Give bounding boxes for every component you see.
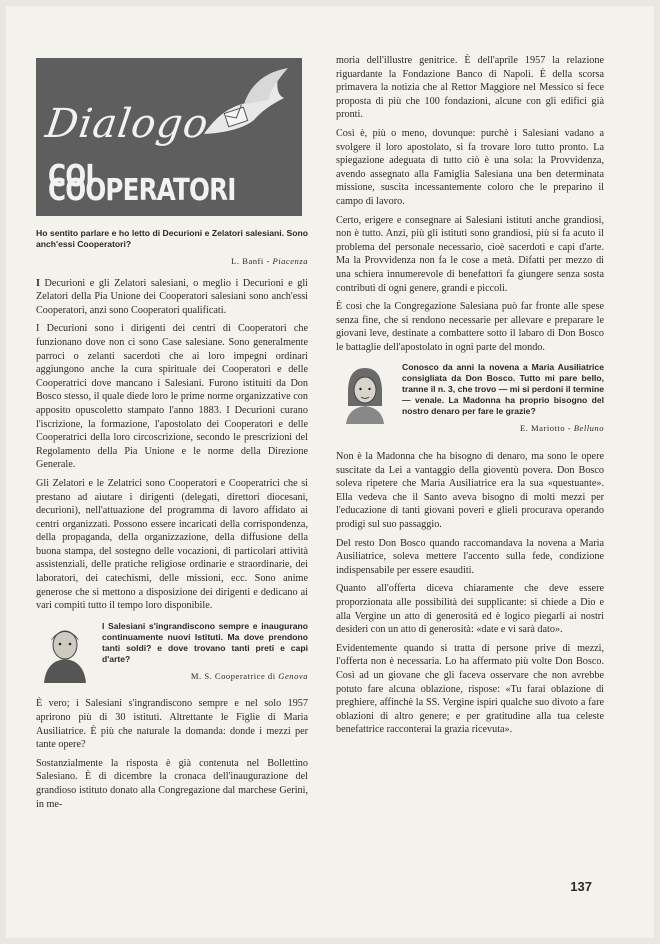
- priest-portrait-icon: [36, 621, 94, 683]
- banner-title-top: Dialogo: [42, 101, 212, 147]
- answer-3-paragraph: Non è la Madonna che ha bisogno di denaro, ma sono le opere suscitate da Lei a vantaggio della gioventù povera. Don Bosco soleva ripetere che Maria Ausiliatrice era la sua «questuante». Ella vedeva che il Santo aveva bisogno di molti mezzi per l'educazione di tanti giovani poveri e glieli procurava operando prodigi sul suo passaggio.: [336, 451, 604, 531]
- answer-3-paragraph: Del resto Don Bosco quando raccomandava la novena a Maria Ausiliatrice, soleva mettere l'accento sulla fede, condizione indispensabile per essere esauditi.: [336, 537, 604, 576]
- answer-2-continued-paragraph: È così che la Congregazione Salesiana può far fronte alle spese senza fine, che si rendono necessarie per allevare e preparare le giovani leve, destinate a combattere sotto il labaro di Don Bosco le battaglie dell'apostolato in ogni parte del mondo.: [336, 301, 604, 353]
- question-2-box: [36, 621, 308, 692]
- question-2-author: M. S. Cooperatrice di: [190, 670, 276, 681]
- question-2-place: Genova: [278, 670, 308, 681]
- answer-2-paragraph: È vero; i Salesiani s'ingrandiscono sempre e nel solo 1957 aprirono più di 30 istituti. Altrettante le Figlie di Maria Ausiliatrice. È più che naturale la domanda: donde i mezzi per tante opere?: [36, 698, 308, 751]
- woman-portrait-icon: [336, 362, 394, 424]
- magazine-page: [6, 6, 654, 938]
- page-number: 137: [570, 879, 592, 894]
- answer-1-paragraph: I Decurioni sono i dirigenti dei centri di Cooperatori che funzionano dove non ci sono Case salesiane. Sono generalmente parroci o zelanti sacerdoti che ai loro impegni ordinari aggiungono anche la cura spirituale dei Cooperatori e delle Cooperatrici dove mancano i Salesiani. Furono istituiti da Don Bosco stesso, il quale diede loro le prime norme organizzative con apposito opuscoletto stampato l'anno 1883. I Decurioni curano l'iscrizione, la formazione, l'apostolato dei Cooperatori e delle Cooperatrici della loro circoscrizione, secondo le prescrizioni del Regolamento della Pia Unione e le norme della Direzione Generale.: [36, 323, 308, 471]
- question-3-place: Belluno: [573, 423, 604, 434]
- section-banner: [36, 58, 302, 216]
- answer-2-paragraph: Sostanzialmente la risposta è già contenuta nel Bollettino Salesiano. È di dicembre la cronaca dell'inaugurazione del grandioso istituto donato alla Congregazione dal marchese Gerini, in me-: [36, 757, 308, 810]
- question-1: Ho sentito parlare e ho letto di Decurioni e Zelatori salesiani. Sono anch'essi Cooperatori?: [36, 228, 308, 249]
- question-1-signature: L. Banfi - Piacenza: [231, 256, 308, 266]
- question-2: I Salesiani s'ingrandiscono sempre e inaugurano continuamente nuovi Istituti. Ma dove prendono tanti soldi? e dove trovano tanti preti e capi d'arte?: [102, 620, 308, 664]
- answer-1-paragraph: Gli Zelatori e le Zelatrici sono Cooperatori e Cooperatrici che si prestano ad aiutare i dirigenti (delegati, direttori diocesani, decurioni), nell'attuazione del programma di lavoro affidato ai centri organizzati. Possono essere incaricati della corrispondenza, della propaganda, della organizzazione, della diffusione della buona stampa, del sostegno delle vocazioni, di particolari attività assistenziali, delle pratiche religiose ordinarie e straordinarie, dei laboratori, dei catechismi, delle missioni, ecc. Sono anime generose che si mettono a disposizione dei dirigenti e dedicano ai vari compiti tutto il tempo loro disponibile.: [36, 477, 308, 612]
- answer-3-paragraph: Evidentemente quando si tratta di persone prive di mezzi, l'offerta non è necessaria. Lo ha affermato più volte Don Bosco. Così ad un giovane che gli faceva osservare che non avrebbe potuto fare alcuna oblazione, rispose: «Tu farai oblazione di preghiere, affinchè la SS. Vergine ispiri qualche suo divoto a fare oblazioni di altro genere; e per gratitudine alla tua celeste benefattrice racconterai la grazia ricevuta».: [336, 642, 604, 736]
- right-column: [336, 54, 604, 742]
- answer-2-continued-paragraph: Così è, più o meno, dovunque: purchè i Salesiani vadano a svolgere il loro apostolato, si fa trovare loro tutto pronto. La spiegazione adeguata di tutto ciò è una sola: la Provvidenza, avendo assegnato alla Famiglia Salesiana una ben determinata missione, suscita incessantemente coloro che le preparino il campo di lavoro.: [336, 127, 604, 207]
- answer-1-paragraph: I Decurioni e gli Zelatori salesiani, o meglio i Decurioni e gli Zelatori della Pia Unione dei Cooperatori salesiani sono anch'essi Cooperatori, anzi sono Cooperatori qualificati.: [36, 277, 308, 316]
- answer-2-continued-paragraph: moria dell'illustre genitrice. È dell'aprile 1957 la relazione riguardante la Fondazione Banco di Napoli. È della scorsa primavera la notizia che al Rettor Maggiore nel Messico si fece proposta di più che 100 fondazioni, alcune con gli edifici già pronti.: [336, 55, 604, 121]
- question-3-signature: E. Mariotto - Belluno: [519, 423, 604, 434]
- banner-title-bottom: COI COOPERATORI: [48, 159, 236, 208]
- question-3: Conosco da anni la novena a Maria Ausiliatrice consigliata da Don Bosco. Tutto mi pare bello, tranne il n. 3, che trovo — mi si perdoni il termine — venale. La Madonna ha proprio bisogno del nostro denaro per fare le grazie?: [402, 362, 604, 417]
- question-1-place: Piacenza: [272, 256, 308, 266]
- answer-2-continued-paragraph: Certo, erigere e consegnare ai Salesiani istituti anche grandiosi, non è tutto. Anzi, più gli istituti sono grandiosi, più si fa acuto il problema del personale necessario, cioè sacerdoti e capi d'arte. Ma la Provvidenza non fa le cose a metà. Difatti per mezzo di una schiera innumerevole di benefattori fa giungere senza sosta contributi di ogni genere, grandi e piccoli.: [336, 214, 604, 294]
- question-2-signature: [102, 670, 308, 684]
- question-3-author: E. Mariotto: [519, 423, 566, 434]
- answer-3-paragraph: Quanto all'offerta diceva chiaramente che deve essere proporzionata alle possibilità dei supplicante: si chiede a Dio e alla Vergine un atto di generosità ed è logico piegarli ai nostri desideri con un atto di generosità: «date e vi sarà dato».: [336, 583, 604, 636]
- question-1-author: L. Banfi: [231, 256, 264, 266]
- question-3-box: [336, 362, 604, 444]
- left-column: [36, 58, 308, 816]
